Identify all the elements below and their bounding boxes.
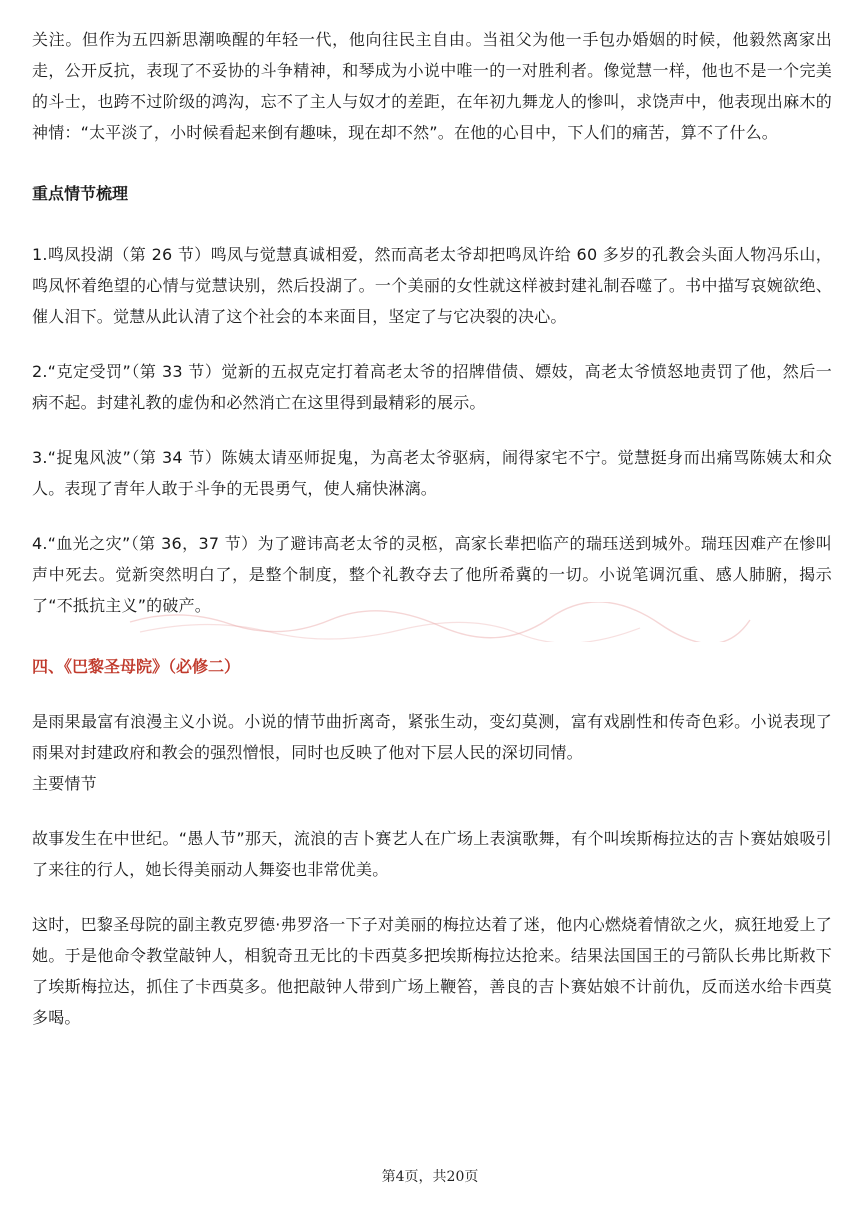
intro-paragraph: 关注。但作为五四新思潮唤醒的年轻一代，他向往民主自由。当祖父为他一手包办婚姻的时候，他毅然离家出走，公开反抗，表现了不妥协的斗争精神，和琴成为小说中唯一的一对胜利者。像觉慧一样，他也不是一个完美的斗士，也跨不过阶级的鸿沟，忘不了主人与奴才的差距，在年初九舞龙人的惨叫，求饶声中，他表现出麻木的神情：“太平淡了，小时候看起来倒有趣味，现在却不然”。在他的心目中，下人们的痛苦，算不了什么。 [32, 30, 832, 142]
main-plot-label: 主要情节 [32, 774, 97, 793]
plot-paragraph-3: 3.“捉鬼风波”（第 34 节）陈姨太请巫师捉鬼，为高老太爷驱病，闹得家宅不宁。觉慧挺身而出痛骂陈姨太和众人。表现了青年人敢于斗争的无畏勇气，使人痛快淋漓。 [32, 448, 832, 498]
plot-paragraph-4: 4.“血光之灾”（第 36，37 节）为了避讳高老太爷的灵柩，高家长辈把临产的瑞珏送到城外。瑞珏因难产在惨叫声中死去。觉新突然明白了，是整个制度，整个礼教夺去了他所希冀的一切。小说笔调沉重、感人肺腑，揭示了“不抵抗主义”的破产。 [32, 534, 832, 615]
page-number-footer: 第4页，共20页 [381, 1169, 479, 1185]
section-heading-notre-dame: 四、《巴黎圣母院》（必修二） [32, 657, 241, 676]
section-heading-key-plot: 重点情节梳理 [32, 184, 129, 203]
notre-dame-intro-paragraph: 是雨果最富有浪漫主义小说。小说的情节曲折离奇，紧张生动，变幻莫测，富有戏剧性和传奇色彩。小说表现了雨果对封建政府和教会的强烈憎恨，同时也反映了他对下层人民的深切同情。 [32, 712, 832, 762]
plot-paragraph-2: 2.“克定受罚”（第 33 节）觉新的五叔克定打着高老太爷的招牌借债、嫖妓，高老太爷愤怒地责罚了他，然后一病不起。封建礼教的虚伪和必然消亡在这里得到最精彩的展示。 [32, 362, 832, 412]
story-paragraph-1: 故事发生在中世纪。“愚人节”那天，流浪的吉卜赛艺人在广场上表演歌舞，有个叫埃斯梅拉达的吉卜赛姑娘吸引了来往的行人，她长得美丽动人舞姿也非常优美。 [32, 829, 832, 879]
document-body [32, 24, 832, 1033]
story-paragraph-2: 这时，巴黎圣母院的副主教克罗德·弗罗洛一下子对美丽的梅拉达着了迷，他内心燃烧着情欲之火，疯狂地爱上了她。于是他命令教堂敲钟人，相貌奇丑无比的卡西莫多把埃斯梅拉达抢来。结果法国国王的弓箭队长弗比斯救下了埃斯梅拉达，抓住了卡西莫多。他把敲钟人带到广场上鞭笞，善良的吉卜赛姑娘不计前仇，反而送水给卡西莫多喝。 [32, 915, 832, 1027]
plot-paragraph-1: 1.鸣凤投湖（第 26 节）鸣凤与觉慧真诚相爱，然而高老太爷却把鸣凤许给 60 多岁的孔教会头面人物冯乐山，鸣凤怀着绝望的心情与觉慧诀别，然后投湖了。一个美丽的女性就这样被封建礼制吞噬了。书中描写哀婉欲绝、催人泪下。觉慧从此认清了这个社会的本来面目，坚定了与它决裂的决心。 [32, 245, 832, 326]
